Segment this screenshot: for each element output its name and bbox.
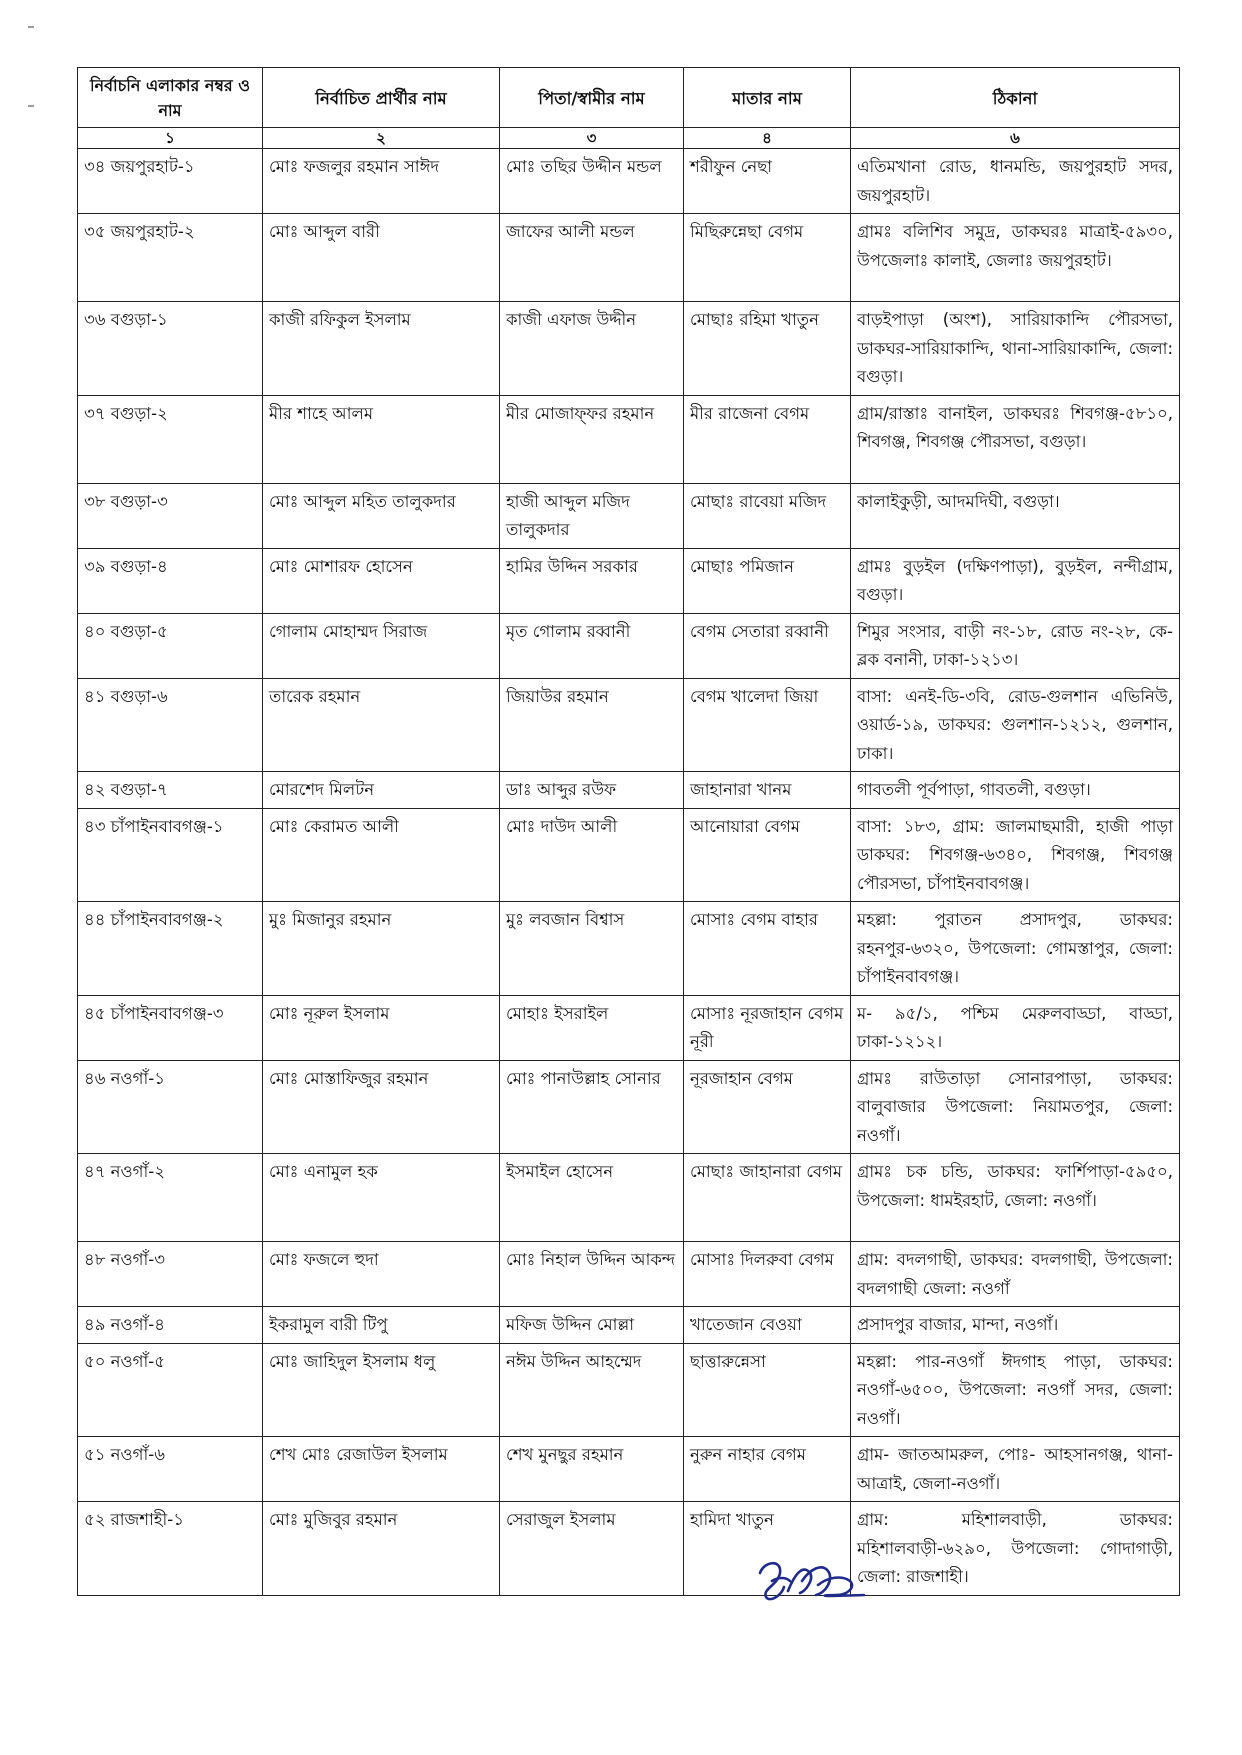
cell-area: ৪১ বগুড়া-৬: [78, 678, 263, 772]
table-row: [78, 1242, 1180, 1307]
cell-address: মহল্লা: পুরাতন প্রসাদপুর, ডাকঘর: রহনপুর-৬৩২০, উপজেলা: গোমস্তাপুর, জেলা: চাঁপাইনবাবগঞ্জ।: [851, 902, 1180, 996]
cell-mother: মোছাঃ রাবেয়া মজিদ: [684, 483, 851, 548]
cell-mother: মোছাঃ রহিমা খাতুন: [684, 302, 851, 396]
cell-mother: আনোয়ারা বেগম: [684, 808, 851, 902]
cell-address: বাসা: ১৮৩, গ্রাম: জালমাছমারী, হাজী পাড়া ডাকঘর: শিবগঞ্জ-৬৩৪০, শিবগঞ্জ, শিবগঞ্জ পৌরসভা, চাঁপাইনবাবগঞ্জ।: [851, 808, 1180, 902]
column-number: ২: [263, 128, 500, 149]
column-number: ১: [78, 128, 263, 149]
cell-candidate: মোঃ মোস্তাফিজুর রহমান: [263, 1060, 500, 1154]
cell-father-husband: জাফের আলী মন্ডল: [500, 214, 684, 302]
cell-address: মহল্লা: পার-নওগাঁ ঈদগাহ পাড়া, ডাকঘর: নওগাঁ-৬৫০০, উপজেলা: নওগাঁ সদর, জেলা: নওগাঁ।: [851, 1343, 1180, 1437]
header-address: ঠিকানা: [851, 68, 1180, 128]
table-row: [78, 772, 1180, 809]
table-row: [78, 149, 1180, 214]
cell-father-husband: মুঃ লবজান বিশ্বাস: [500, 902, 684, 996]
elected-candidates-table: [77, 67, 1180, 1596]
table-row: [78, 1307, 1180, 1344]
cell-father-husband: জিয়াউর রহমান: [500, 678, 684, 772]
cell-address: বাড়ইপাড়া (অংশ), সারিয়াকান্দি পৌরসভা, ডাকঘর-সারিয়াকান্দি, থানা-সারিয়াকান্দি, জেলা: বগুড়া।: [851, 302, 1180, 396]
cell-address: গ্রামঃ বুড়ইল (দক্ষিণপাড়া), বুড়ইল, নন্দীগ্রাম, বগুড়া।: [851, 548, 1180, 613]
cell-area: ৪৮ নওগাঁ-৩: [78, 1242, 263, 1307]
cell-area: ৪৫ চাঁপাইনবাবগঞ্জ-৩: [78, 995, 263, 1060]
cell-candidate: মীর শাহে আলম: [263, 395, 500, 483]
cell-father-husband: মোঃ দাউদ আলী: [500, 808, 684, 902]
cell-mother: হামিদা খাতুন: [684, 1502, 851, 1596]
table-row: [78, 1437, 1180, 1502]
header-mother: মাতার নাম: [684, 68, 851, 128]
cell-address: শিমুর সংসার, বাড়ী নং-১৮, রোড নং-২৮, কে-ব্লক বনানী, ঢাকা-১২১৩।: [851, 613, 1180, 678]
table-row: [78, 1060, 1180, 1154]
table-row: [78, 1154, 1180, 1242]
cell-candidate: মোঃ আব্দুল মহিত তালুকদার: [263, 483, 500, 548]
table-row: [78, 395, 1180, 483]
column-number: ৩: [500, 128, 684, 149]
header-candidate: নির্বাচিত প্রার্থীর নাম: [263, 68, 500, 128]
cell-area: ৩৫ জয়পুরহাট-২: [78, 214, 263, 302]
cell-address: ম- ৯৫/১, পশ্চিম মেরুলবাড্ডা, বাড্ডা, ঢাকা-১২১২।: [851, 995, 1180, 1060]
cell-mother: মোছাঃ পমিজান: [684, 548, 851, 613]
cell-mother: নুরুন নাহার বেগম: [684, 1437, 851, 1502]
cell-area: ৩৮ বগুড়া-৩: [78, 483, 263, 548]
cell-mother: শরীফুন নেছা: [684, 149, 851, 214]
cell-area: ৪৬ নওগাঁ-১: [78, 1060, 263, 1154]
cell-candidate: কাজী রফিকুল ইসলাম: [263, 302, 500, 396]
column-number: ৬: [851, 128, 1180, 149]
cell-candidate: গোলাম মোহাম্মদ সিরাজ: [263, 613, 500, 678]
cell-candidate: শেখ মোঃ রেজাউল ইসলাম: [263, 1437, 500, 1502]
cell-candidate: মোঃ এনামুল হক: [263, 1154, 500, 1242]
cell-address: গ্রামঃ বলিশিব সমুদ্র, ডাকঘরঃ মাত্রাই-৫৯৩০, উপজেলাঃ কালাই, জেলাঃ জয়পুরহাট।: [851, 214, 1180, 302]
cell-candidate: তারেক রহমান: [263, 678, 500, 772]
signature-image: [752, 1551, 872, 1606]
cell-mother: মোসাঃ বেগম বাহার: [684, 902, 851, 996]
table-row: [78, 678, 1180, 772]
cell-father-husband: শেখ মুনছুর রহমান: [500, 1437, 684, 1502]
cell-area: ৪৭ নওগাঁ-২: [78, 1154, 263, 1242]
cell-candidate: মুঃ মিজানুর রহমান: [263, 902, 500, 996]
table-row: [78, 214, 1180, 302]
cell-mother: খাতেজান বেওয়া: [684, 1307, 851, 1344]
cell-candidate: মোঃ নূরুল ইসলাম: [263, 995, 500, 1060]
cell-area: ৫১ নওগাঁ-৬: [78, 1437, 263, 1502]
cell-candidate: মোঃ আব্দুল বারী: [263, 214, 500, 302]
cell-father-husband: মীর মোজাফ্ফর রহমান: [500, 395, 684, 483]
cell-area: ৩৪ জয়পুরহাট-১: [78, 149, 263, 214]
table-row: [78, 1343, 1180, 1437]
cell-candidate: মোঃ ফজলুর রহমান সাঈদ: [263, 149, 500, 214]
cell-father-husband: ডাঃ আব্দুর রউফ: [500, 772, 684, 809]
signature-strokes: [760, 1563, 864, 1599]
cell-address: গ্রাম: মহিশালবাড়ী, ডাকঘর: মহিশালবাড়ী-৬২৯০, উপজেলা: গোদাগাড়ী, জেলা: রাজশাহী।: [851, 1502, 1180, 1596]
cell-address: গ্রামঃ চক চন্ডি, ডাকঘর: ফার্শিপাড়া-৫৯৫০, উপজেলা: ধামইরহাট, জেলা: নওগাঁ।: [851, 1154, 1180, 1242]
cell-candidate: মোঃ মোশারফ হোসেন: [263, 548, 500, 613]
cell-area: ৪৪ চাঁপাইনবাবগঞ্জ-২: [78, 902, 263, 996]
table-row: [78, 302, 1180, 396]
table-row: [78, 808, 1180, 902]
page-mark: [28, 26, 34, 28]
table-row: [78, 995, 1180, 1060]
cell-father-husband: মৃত গোলাম রব্বানী: [500, 613, 684, 678]
cell-address: এতিমখানা রোড, ধানমন্ডি, জয়পুরহাট সদর, জয়পুরহাট।: [851, 149, 1180, 214]
cell-area: ৪০ বগুড়া-৫: [78, 613, 263, 678]
cell-father-husband: হাজী আব্দুল মজিদ তালুকদার: [500, 483, 684, 548]
cell-area: ৫০ নওগাঁ-৫: [78, 1343, 263, 1437]
cell-address: বাসা: এনই-ডি-৩বি, রোড-গুলশান এভিনিউ, ওয়ার্ড-১৯, ডাকঘর: গুলশান-১২১২, গুলশান, ঢাকা।: [851, 678, 1180, 772]
cell-mother: নূরজাহান বেগম: [684, 1060, 851, 1154]
cell-mother: মোসাঃ দিলরুবা বেগম: [684, 1242, 851, 1307]
cell-candidate: মোরশেদ মিলটন: [263, 772, 500, 809]
table-row: [78, 902, 1180, 996]
header-row: [78, 68, 1180, 128]
column-number: ৪: [684, 128, 851, 149]
cell-father-husband: সেরাজুল ইসলাম: [500, 1502, 684, 1596]
cell-father-husband: মফিজ উদ্দিন মোল্লা: [500, 1307, 684, 1344]
cell-mother: জাহানারা খানম: [684, 772, 851, 809]
page-mark: [28, 105, 34, 107]
cell-father-husband: নঈম উদ্দিন আহম্মেদ: [500, 1343, 684, 1437]
cell-father-husband: হামির উদ্দিন সরকার: [500, 548, 684, 613]
cell-area: ৪৩ চাঁপাইনবাবগঞ্জ-১: [78, 808, 263, 902]
cell-father-husband: কাজী এফাজ উদ্দীন: [500, 302, 684, 396]
cell-candidate: ইকরামুল বারী টিপু: [263, 1307, 500, 1344]
cell-address: গাবতলী পূর্বপাড়া, গাবতলী, বগুড়া।: [851, 772, 1180, 809]
cell-mother: মোসাঃ নূরজাহান বেগম নূরী: [684, 995, 851, 1060]
cell-address: কালাইকুড়ী, আদমদিঘী, বগুড়া।: [851, 483, 1180, 548]
cell-address: গ্রাম: বদলগাছী, ডাকঘর: বদলগাছী, উপজেলা: বদলগাছী জেলা: নওগাঁ: [851, 1242, 1180, 1307]
cell-area: ৪৯ নওগাঁ-৪: [78, 1307, 263, 1344]
cell-father-husband: মোঃ নিহাল উদ্দিন আকন্দ: [500, 1242, 684, 1307]
table-row: [78, 613, 1180, 678]
cell-area: ৩৬ বগুড়া-১: [78, 302, 263, 396]
cell-mother: বেগম সেতারা রব্বানী: [684, 613, 851, 678]
cell-area: ৩৭ বগুড়া-২: [78, 395, 263, 483]
cell-area: ৫২ রাজশাহী-১: [78, 1502, 263, 1596]
cell-candidate: মোঃ মুজিবুর রহমান: [263, 1502, 500, 1596]
cell-father-husband: মোঃ পানাউল্লাহ সোনার: [500, 1060, 684, 1154]
cell-mother: ছাত্তারুন্নেসা: [684, 1343, 851, 1437]
header-area: নির্বাচনি এলাকার নম্বর ও নাম: [78, 68, 263, 128]
cell-candidate: মোঃ জাহিদুল ইসলাম ধলু: [263, 1343, 500, 1437]
cell-area: ৪২ বগুড়া-৭: [78, 772, 263, 809]
cell-area: ৩৯ বগুড়া-৪: [78, 548, 263, 613]
cell-candidate: মোঃ ফজলে হুদা: [263, 1242, 500, 1307]
cell-mother: বেগম খালেদা জিয়া: [684, 678, 851, 772]
cell-father-husband: মোহাঃ ইসরাইল: [500, 995, 684, 1060]
table-row: [78, 1502, 1180, 1596]
cell-mother: মীর রাজেনা বেগম: [684, 395, 851, 483]
cell-address: গ্রামঃ রাউতাড়া সোনারপাড়া, ডাকঘর: বালুবাজার উপজেলা: নিয়ামতপুর, জেলা: নওগাঁ।: [851, 1060, 1180, 1154]
cell-address: প্রসাদপুর বাজার, মান্দা, নওগাঁ।: [851, 1307, 1180, 1344]
column-number-row: [78, 128, 1180, 149]
cell-address: গ্রাম/রাস্তাঃ বানাইল, ডাকঘরঃ শিবগঞ্জ-৫৮১০, শিবগঞ্জ, শিবগঞ্জ পৌরসভা, বগুড়া।: [851, 395, 1180, 483]
cell-candidate: মোঃ কেরামত আলী: [263, 808, 500, 902]
header-father-husband: পিতা/স্বামীর নাম: [500, 68, 684, 128]
cell-address: গ্রাম- জাতআমরুল, পোঃ- আহসানগঞ্জ, থানা- আত্রাই, জেলা-নওগাঁ।: [851, 1437, 1180, 1502]
cell-father-husband: ইসমাইল হোসেন: [500, 1154, 684, 1242]
cell-father-husband: মোঃ তছির উদ্দীন মন্ডল: [500, 149, 684, 214]
cell-mother: মোছাঃ জাহানারা বেগম: [684, 1154, 851, 1242]
table-row: [78, 548, 1180, 613]
table-row: [78, 483, 1180, 548]
cell-mother: মিছিরুন্নেছা বেগম: [684, 214, 851, 302]
